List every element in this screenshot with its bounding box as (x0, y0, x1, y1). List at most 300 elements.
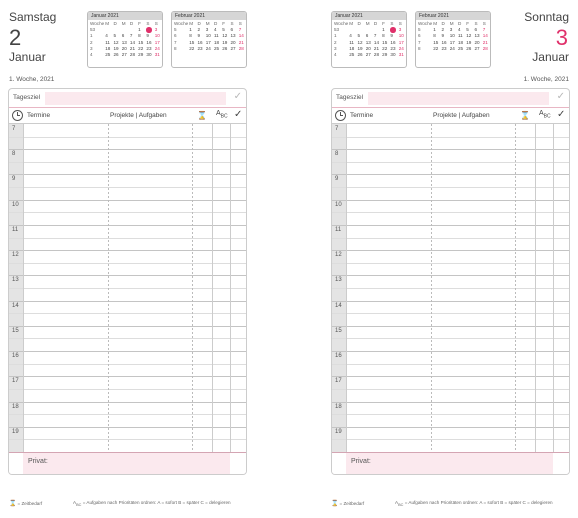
mini-calendar-title: Februar 2021 (172, 12, 246, 20)
mini-calendar-day: 28 (482, 45, 488, 51)
hour-label: 8 (335, 151, 339, 157)
hour-label: 10 (12, 202, 19, 208)
mini-calendar-day-current (389, 27, 397, 33)
grid-line (9, 376, 246, 377)
grid-line (332, 187, 569, 188)
mini-calendar-day: 10 (449, 33, 455, 39)
column-divider (230, 124, 231, 452)
grid-line (9, 427, 246, 428)
mini-calendar-day: 1 (189, 27, 192, 33)
mini-calendar-week-number: 8 (174, 45, 177, 51)
month-name: Januar (9, 50, 46, 64)
mini-calendar-day: 27 (365, 52, 371, 58)
grid-line (9, 439, 246, 440)
mini-calendar-day: 13 (230, 33, 236, 39)
mini-calendar-day: 18 (213, 39, 220, 45)
grid-line (9, 351, 246, 352)
mini-calendar-day: 10 (205, 33, 211, 39)
mini-calendar-day: 28 (238, 45, 244, 51)
mini-calendar-day: 19 (466, 39, 472, 45)
mini-calendar-week-number: 3 (90, 45, 93, 51)
mini-calendar-day: 28 (129, 52, 136, 58)
mini-calendar-day: 17 (205, 39, 211, 45)
mini-calendar-day: 26 (222, 45, 228, 51)
mini-calendar-weekday: D (113, 21, 117, 26)
hour-label: 16 (12, 353, 19, 359)
mini-calendar-day: 4 (213, 27, 217, 33)
hour-label: 7 (335, 126, 339, 132)
grid-line (332, 313, 569, 314)
hour-label: 14 (12, 303, 19, 309)
mini-calendar-day: 24 (205, 45, 211, 51)
mini-calendar-day: 9 (390, 33, 393, 39)
mini-calendar-day: 13 (121, 39, 127, 45)
mini-calendar-day: 16 (441, 39, 447, 45)
mini-calendar-weekday: M (189, 21, 194, 26)
mini-calendar-weekday: D (129, 21, 134, 26)
footer-priority-legend (395, 500, 553, 507)
grid-line (332, 427, 569, 428)
grid-line (332, 250, 569, 251)
mini-calendar-day: 19 (113, 45, 119, 51)
mini-calendar-day: 14 (129, 39, 136, 45)
mini-calendar-day: 26 (357, 52, 363, 58)
mini-calendar-day: 3 (449, 27, 453, 33)
mini-calendar-day: 1 (433, 27, 436, 33)
mini-calendar-day: 11 (457, 33, 463, 39)
tagesziel-row (332, 89, 569, 108)
day-name: Sonntag (524, 10, 569, 24)
mini-calendar-week-number: 4 (90, 52, 93, 58)
day-planner-grid (8, 88, 247, 475)
mini-calendar-weekday: M (365, 21, 370, 26)
grid-line (332, 338, 569, 339)
footer-priority-legend (73, 500, 231, 507)
mini-calendar-day: 27 (121, 52, 127, 58)
footer-legend (331, 500, 364, 507)
grid-line (9, 149, 246, 150)
mini-calendar-day: 5 (357, 33, 361, 39)
tagesziel-label: Tagesziel (13, 94, 41, 101)
mini-calendar-day: 29 (138, 52, 144, 58)
privat-check-cell (553, 453, 570, 475)
mini-calendar-february (171, 11, 247, 68)
mini-calendar-weekday: S (238, 21, 242, 26)
hour-label: 11 (335, 227, 342, 233)
privat-row (9, 452, 246, 475)
mini-calendar-day: 13 (474, 33, 480, 39)
mini-calendar-day: 2 (197, 27, 201, 33)
mini-calendar-week-number: 6 (418, 33, 421, 39)
mini-calendar-day: 21 (482, 39, 488, 45)
mini-calendar-day: 17 (449, 39, 455, 45)
mini-calendar-day: 18 (349, 45, 355, 51)
grid-line (332, 364, 569, 365)
mini-calendar-day: 3 (398, 27, 402, 33)
mini-calendar-day: 11 (349, 39, 354, 45)
hour-label: 9 (12, 176, 16, 182)
hour-label: 9 (335, 176, 339, 182)
mini-calendar-week-number: 3 (334, 45, 337, 51)
footer-legend (9, 500, 42, 507)
mini-calendar-week-number: 5 (418, 27, 421, 33)
day-planner-grid (331, 88, 570, 475)
mini-calendar-day: 23 (197, 45, 203, 51)
mini-calendar-weekday: F (382, 21, 385, 26)
privat-field[interactable] (23, 453, 230, 475)
grid-line (9, 200, 246, 201)
mini-calendar-weekday: M (433, 21, 438, 26)
mini-calendar-day: 3 (205, 27, 209, 33)
column-divider-dashed (431, 124, 432, 452)
mini-calendar-day: 6 (121, 33, 125, 39)
grid-line (9, 212, 246, 213)
mini-calendar-day: 6 (365, 33, 369, 39)
termine-header: Termine (27, 112, 51, 119)
grid-line (9, 250, 246, 251)
mini-calendar-day: 16 (146, 39, 152, 45)
grid-line (9, 414, 246, 415)
hour-label: 7 (12, 126, 16, 132)
mini-calendar-day: 21 (238, 39, 244, 45)
column-divider-dashed (108, 124, 109, 452)
mini-calendar-day: 24 (398, 45, 404, 51)
mini-calendar-day: 6 (474, 27, 478, 33)
mini-calendar-day: 21 (129, 45, 136, 51)
grid-line (332, 288, 569, 289)
grid-line (9, 162, 246, 163)
mini-calendar-day: 22 (382, 45, 388, 51)
mini-calendar-day: 25 (213, 45, 220, 51)
mini-calendar-day: 6 (230, 27, 234, 33)
mini-calendar-week-number: 2 (90, 39, 93, 45)
mini-calendar-day: 11 (213, 33, 219, 39)
mini-calendar-day: 5 (222, 27, 225, 33)
mini-calendar-weekday: D (441, 21, 445, 26)
tagesziel-row (9, 89, 246, 108)
hour-label: 15 (335, 328, 342, 334)
check-icon: ✓ (233, 91, 242, 102)
mini-calendar-day: 29 (382, 52, 388, 58)
priority-abc-letter: A (539, 110, 544, 117)
mini-calendar-week-number: 4 (334, 52, 337, 58)
mini-calendar-day: 20 (365, 45, 371, 51)
mini-calendar-weekday: S (482, 21, 486, 26)
mini-calendar-day: 15 (189, 39, 195, 45)
footer-abc: A (395, 500, 399, 505)
mini-calendar-day: 17 (154, 39, 160, 45)
hour-label: 8 (12, 151, 16, 157)
mini-calendar-day: 9 (197, 33, 201, 39)
mini-calendar-day: 28 (373, 52, 380, 58)
mini-calendar-day: 15 (382, 39, 388, 45)
mini-calendar-day: 8 (433, 33, 436, 39)
mini-calendar-week-number: 7 (174, 39, 177, 45)
mini-calendar-day: 25 (349, 52, 355, 58)
mini-calendar-weekday: F (466, 21, 470, 26)
current-day-marker (146, 27, 152, 33)
mini-calendar-day: 9 (441, 33, 445, 39)
privat-time-cell (9, 453, 23, 475)
mini-calendar-day: 16 (197, 39, 203, 45)
privat-check-cell (230, 453, 247, 475)
mini-calendar-title: Januar 2021 (332, 12, 406, 20)
hour-label: 19 (12, 429, 19, 435)
mini-calendar-weekday: D (357, 21, 361, 26)
mini-calendar-day: 7 (238, 27, 242, 33)
mini-calendar-day: 27 (230, 45, 236, 51)
mini-calendar-day: 12 (222, 33, 228, 39)
hour-label: 18 (12, 404, 19, 410)
grid-line (9, 338, 246, 339)
mini-calendar-day: 24 (154, 45, 160, 51)
mini-calendar-day: 1 (138, 27, 141, 33)
column-header-row (9, 108, 246, 124)
mini-calendar-day: 26 (466, 45, 472, 51)
mini-calendar-week-number: 7 (418, 39, 421, 45)
mini-calendar-day: 15 (433, 39, 439, 45)
footer-abc-sub: BC (76, 502, 82, 507)
mini-calendar-day: 20 (230, 39, 236, 45)
mini-calendar-day: 25 (105, 52, 111, 58)
priority-abc-sub: BC (543, 113, 551, 120)
mini-calendar-title: Februar 2021 (416, 12, 490, 20)
mini-calendar-day: 26 (113, 52, 119, 58)
day-number: 2 (9, 25, 22, 50)
hourglass-icon: ⌛ (520, 111, 530, 120)
mini-calendar-day: 31 (154, 52, 160, 58)
mini-calendar-weekday: S (230, 21, 234, 26)
mini-calendar-day: 11 (105, 39, 110, 45)
projekte-header: Projekte | Aufgaben (433, 112, 490, 119)
mini-calendar-title: Januar 2021 (88, 12, 162, 20)
mini-calendar-day: 23 (441, 45, 447, 51)
column-divider (346, 124, 347, 452)
hour-label: 10 (335, 202, 342, 208)
mini-calendar-weekday: D (457, 21, 462, 26)
mini-calendar-weekday: Woche (334, 21, 349, 26)
grid-line (9, 301, 246, 302)
column-divider (553, 124, 554, 452)
grid-line (332, 275, 569, 276)
mini-calendar-day: 30 (390, 52, 396, 58)
priority-abc-header (539, 110, 551, 119)
grid-line (332, 200, 569, 201)
grid-line (332, 137, 569, 138)
grid-line (9, 326, 246, 327)
privat-row (332, 452, 569, 475)
mini-calendar-february (415, 11, 491, 68)
mini-calendar-weekday: Woche (174, 21, 189, 26)
mini-calendar-week-number: 8 (418, 45, 421, 51)
mini-calendar-day: 5 (466, 27, 469, 33)
grid-line (9, 313, 246, 314)
mini-calendar-day: 23 (146, 45, 152, 51)
mini-calendar-day-current (145, 27, 153, 33)
mini-calendar-day: 22 (433, 45, 439, 51)
mini-calendar-day: 23 (390, 45, 396, 51)
mini-calendar-day: 19 (222, 39, 228, 45)
day-number: 3 (555, 25, 568, 50)
column-divider-dashed (192, 124, 193, 452)
grid-line (332, 439, 569, 440)
grid-line (332, 376, 569, 377)
footer-abc-text: = Aufgaben nach Prioritäten ordnen: A = sofort B = später C = delegieren (82, 500, 231, 505)
done-check-icon: ✓ (557, 109, 566, 120)
grid-line (9, 174, 246, 175)
hour-label: 12 (335, 252, 342, 258)
mini-calendar-january (87, 11, 163, 68)
mini-calendar-day: 7 (129, 33, 133, 39)
hour-label: 17 (12, 378, 19, 384)
mini-calendar-weekday: D (197, 21, 201, 26)
hour-label: 12 (12, 252, 19, 258)
right-page (289, 0, 578, 518)
clock-icon (12, 110, 23, 121)
mini-calendar-day: 8 (138, 33, 141, 39)
tagesziel-label: Tagesziel (336, 94, 364, 101)
mini-calendar-day: 4 (457, 27, 461, 33)
column-divider (212, 124, 213, 452)
mini-calendar-weekday: S (154, 21, 158, 26)
privat-label: Privat: (28, 458, 48, 465)
hour-label: 17 (335, 378, 342, 384)
grid-line (9, 137, 246, 138)
grid-line (332, 174, 569, 175)
day-name: Samstag (9, 10, 57, 24)
hour-label: 13 (12, 277, 19, 283)
mini-calendar-week-number: 1 (90, 33, 93, 39)
priority-abc-header (216, 110, 228, 119)
mini-calendar-day: 16 (390, 39, 396, 45)
hour-label: 15 (12, 328, 19, 334)
mini-calendar-day: 22 (189, 45, 195, 51)
done-check-icon: ✓ (234, 109, 243, 120)
mini-calendar-week-number: 1 (334, 33, 337, 39)
mini-calendar-day: 7 (482, 27, 486, 33)
grid-line (9, 288, 246, 289)
mini-calendar-day: 18 (105, 45, 111, 51)
mini-calendar-day: 14 (238, 33, 244, 39)
grid-line (332, 149, 569, 150)
tagesziel-field[interactable] (368, 92, 549, 105)
mini-calendar-weekday: M (105, 21, 110, 26)
mini-calendar-weekday: M (121, 21, 126, 26)
footer-zeitbedarf: = Zeitbedarf (339, 501, 365, 506)
mini-calendar-day: 4 (105, 33, 108, 39)
clock-icon (335, 110, 346, 121)
grid-line (332, 263, 569, 264)
mini-calendar-weekday: Woche (90, 21, 105, 26)
privat-time-cell (332, 453, 346, 475)
mini-calendar-day: 19 (357, 45, 363, 51)
mini-calendar-day: 2 (441, 27, 445, 33)
mini-calendar-weekday: M (205, 21, 210, 26)
mini-calendar-january (331, 11, 407, 68)
grid-line (332, 351, 569, 352)
column-divider-dashed (515, 124, 516, 452)
mini-calendar-day: 8 (189, 33, 192, 39)
projekte-header: Projekte | Aufgaben (110, 112, 167, 119)
column-divider (23, 124, 24, 452)
mini-calendar-day: 10 (154, 33, 160, 39)
column-divider (535, 124, 536, 452)
grid-line (9, 389, 246, 390)
mini-calendar-weekday: D (213, 21, 218, 26)
mini-calendar-day: 12 (357, 39, 363, 45)
grid-line (332, 238, 569, 239)
grid-line (332, 326, 569, 327)
mini-calendar-day: 24 (449, 45, 455, 51)
hour-label: 11 (12, 227, 19, 233)
mini-calendar-week-number: 6 (174, 33, 177, 39)
grid-line (9, 263, 246, 264)
grid-line (9, 364, 246, 365)
footer-abc-text: = Aufgaben nach Prioritäten ordnen: A = sofort B = später C = delegieren (404, 500, 553, 505)
footer-abc: A (73, 500, 77, 505)
mini-calendar-weekday: Woche (418, 21, 433, 26)
tagesziel-field[interactable] (45, 92, 226, 105)
mini-calendar-day: 25 (457, 45, 464, 51)
hourglass-icon: ⌛ (197, 111, 207, 120)
check-icon: ✓ (556, 91, 565, 102)
mini-calendar-day: 22 (138, 45, 144, 51)
privat-field[interactable] (346, 453, 553, 475)
grid-line (332, 162, 569, 163)
mini-calendar-day: 21 (373, 45, 380, 51)
week-label: 1. Woche, 2021 (523, 76, 569, 83)
priority-abc-sub: BC (220, 113, 228, 120)
mini-calendar-day: 31 (398, 52, 404, 58)
grid-line (332, 402, 569, 403)
month-name: Januar (532, 50, 569, 64)
hourglass-icon: ⌛ (331, 501, 339, 507)
mini-calendar-day: 9 (146, 33, 149, 39)
mini-calendar-week-number: 2 (334, 39, 337, 45)
grid-line (9, 225, 246, 226)
mini-calendar-day: 27 (474, 45, 480, 51)
grid-line (9, 187, 246, 188)
hour-label: 19 (335, 429, 342, 435)
termine-header: Termine (350, 112, 374, 119)
mini-calendar-day: 15 (138, 39, 144, 45)
mini-calendar-day: 10 (398, 33, 404, 39)
footer-abc-sub: BC (398, 502, 404, 507)
mini-calendar-week-number: 53 (334, 27, 340, 33)
hourglass-icon: ⌛ (9, 501, 17, 507)
hour-label: 18 (335, 404, 342, 410)
mini-calendar-weekday: F (138, 21, 141, 26)
mini-calendar-day: 13 (365, 39, 371, 45)
mini-calendar-day: 14 (482, 33, 488, 39)
priority-abc-letter: A (216, 110, 221, 117)
grid-line (9, 402, 246, 403)
grid-line (332, 301, 569, 302)
mini-calendar-weekday: S (474, 21, 478, 26)
mini-calendar-day: 14 (373, 39, 380, 45)
mini-calendar-day: 8 (382, 33, 385, 39)
mini-calendar-weekday: F (222, 21, 226, 26)
mini-calendar-day: 1 (382, 27, 385, 33)
mini-calendar-weekday: S (390, 21, 394, 26)
grid-line (332, 389, 569, 390)
hour-label: 13 (335, 277, 342, 283)
mini-calendar-weekday: M (449, 21, 454, 26)
grid-line (332, 414, 569, 415)
footer-zeitbedarf: = Zeitbedarf (17, 501, 43, 506)
mini-calendar-weekday: M (349, 21, 354, 26)
mini-calendar-day: 7 (373, 33, 377, 39)
